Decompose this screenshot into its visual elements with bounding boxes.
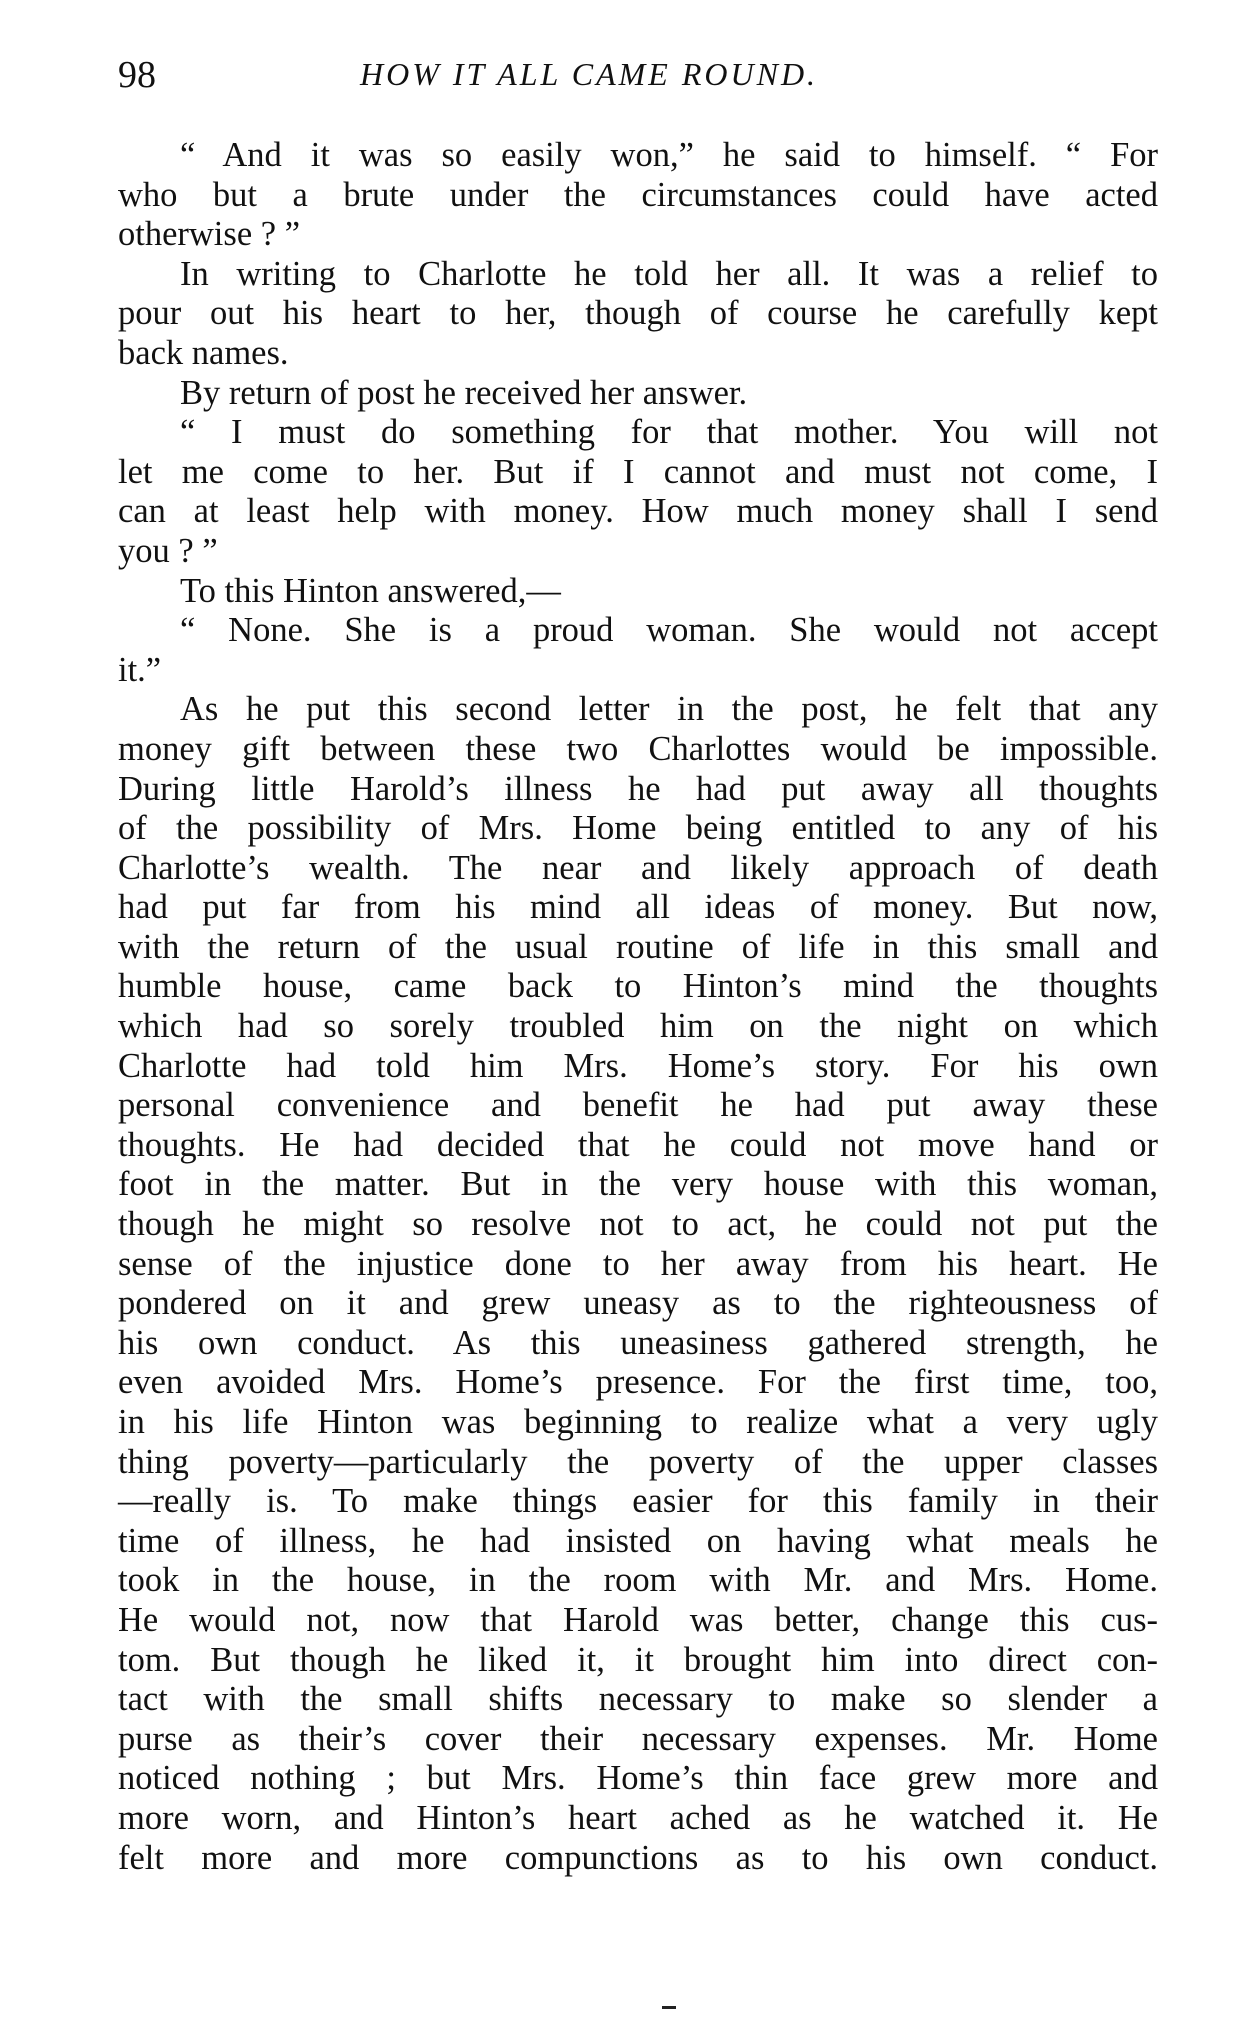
text-line: humble house, came back to Hinton’s mind the thoughts [118,967,1158,1006]
text-line: back names. [118,333,289,372]
text-line: of the possibility of Mrs. Home being entitled to any of his [118,809,1158,848]
text-line: even avoided Mrs. Home’s presence. For the first time, too, [118,1363,1158,1402]
text-line: noticed nothing ; but Mrs. Home’s thin face grew more and [118,1759,1158,1798]
text-line: more worn, and Hinton’s heart ached as he watched it. He [118,1798,1158,1837]
text-line: “ None. She is a proud woman. She would not accept [180,611,1158,650]
text-line: “ I must do something for that mother. You will not [180,413,1158,452]
text-line: By return of post he received her answer. [180,373,748,412]
page-number: 98 [118,54,156,96]
text-line: which had so sorely troubled him on the night on which [118,1007,1158,1046]
text-line: in his life Hinton was beginning to realize what a very ugly [118,1403,1158,1441]
text-line: otherwise ? ” [118,215,301,254]
text-line: As he put this second letter in the post, he felt that any [180,690,1158,729]
text-line: felt more and more compunctions as to his own conduct. [118,1838,1158,1877]
text-line: purse as their’s cover their necessary expenses. Mr. Home [118,1719,1158,1758]
body-text [118,136,1158,1878]
text-line: pour out his heart to her, though of course he carefully kept [118,294,1158,333]
text-line: thing poverty—particularly the poverty of the upper classes [118,1442,1158,1481]
text-line: sense of the injustice done to her away from his heart. He [118,1244,1158,1283]
text-line: He would not, now that Harold was better, change this cus- [118,1600,1158,1639]
text-line: pondered on it and grew uneasy as to the righteousness of [118,1284,1158,1323]
text-line: though he might so resolve not to act, he could not put the [118,1205,1158,1244]
text-line: thoughts. He had decided that he could not move hand or [118,1125,1158,1164]
text-line: let me come to her. But if I cannot and must not come, I [118,452,1158,491]
text-line: To this Hinton answered,— [180,571,561,610]
running-title: HOW IT ALL CAME ROUND. [360,56,819,92]
text-line: tact with the small shifts necessary to make so slender a [118,1680,1158,1719]
text-line: Charlotte had told him Mrs. Home’s story. For his own [118,1046,1158,1085]
text-line: can at least help with money. How much money shall I send [118,492,1158,531]
text-line: you ? ” [118,531,218,570]
text-line: his own conduct. As this uneasiness gathered strength, he [118,1323,1158,1362]
text-line: —really is. To make things easier for this family in their [118,1482,1158,1521]
footer-mark [662,2006,676,2009]
text-line: In writing to Charlotte he told her all. It was a relief to [180,254,1158,293]
text-line: it.” [118,650,162,689]
text-line: During little Harold’s illness he had put away all thoughts [118,769,1158,808]
text-line: Charlotte’s wealth. The near and likely approach of death [118,848,1158,887]
text-line: tom. But though he liked it, it brought him into direct con- [118,1640,1158,1679]
text-line: with the return of the usual routine of life in this small and [118,927,1158,966]
text-line: personal convenience and benefit he had put away these [118,1086,1158,1125]
text-line: time of illness, he had insisted on having what meals he [118,1521,1158,1560]
text-line: took in the house, in the room with Mr. and Mrs. Home. [118,1561,1158,1600]
text-line: “ And it was so easily won,” he said to himself. “ For [180,136,1158,174]
text-line: money gift between these two Charlottes would be impossible. [118,729,1158,768]
text-line: had put far from his mind all ideas of money. But now, [118,888,1158,927]
text-line: who but a brute under the circumstances could have acted [118,175,1158,214]
text-line: foot in the matter. But in the very house with this woman, [118,1165,1158,1204]
